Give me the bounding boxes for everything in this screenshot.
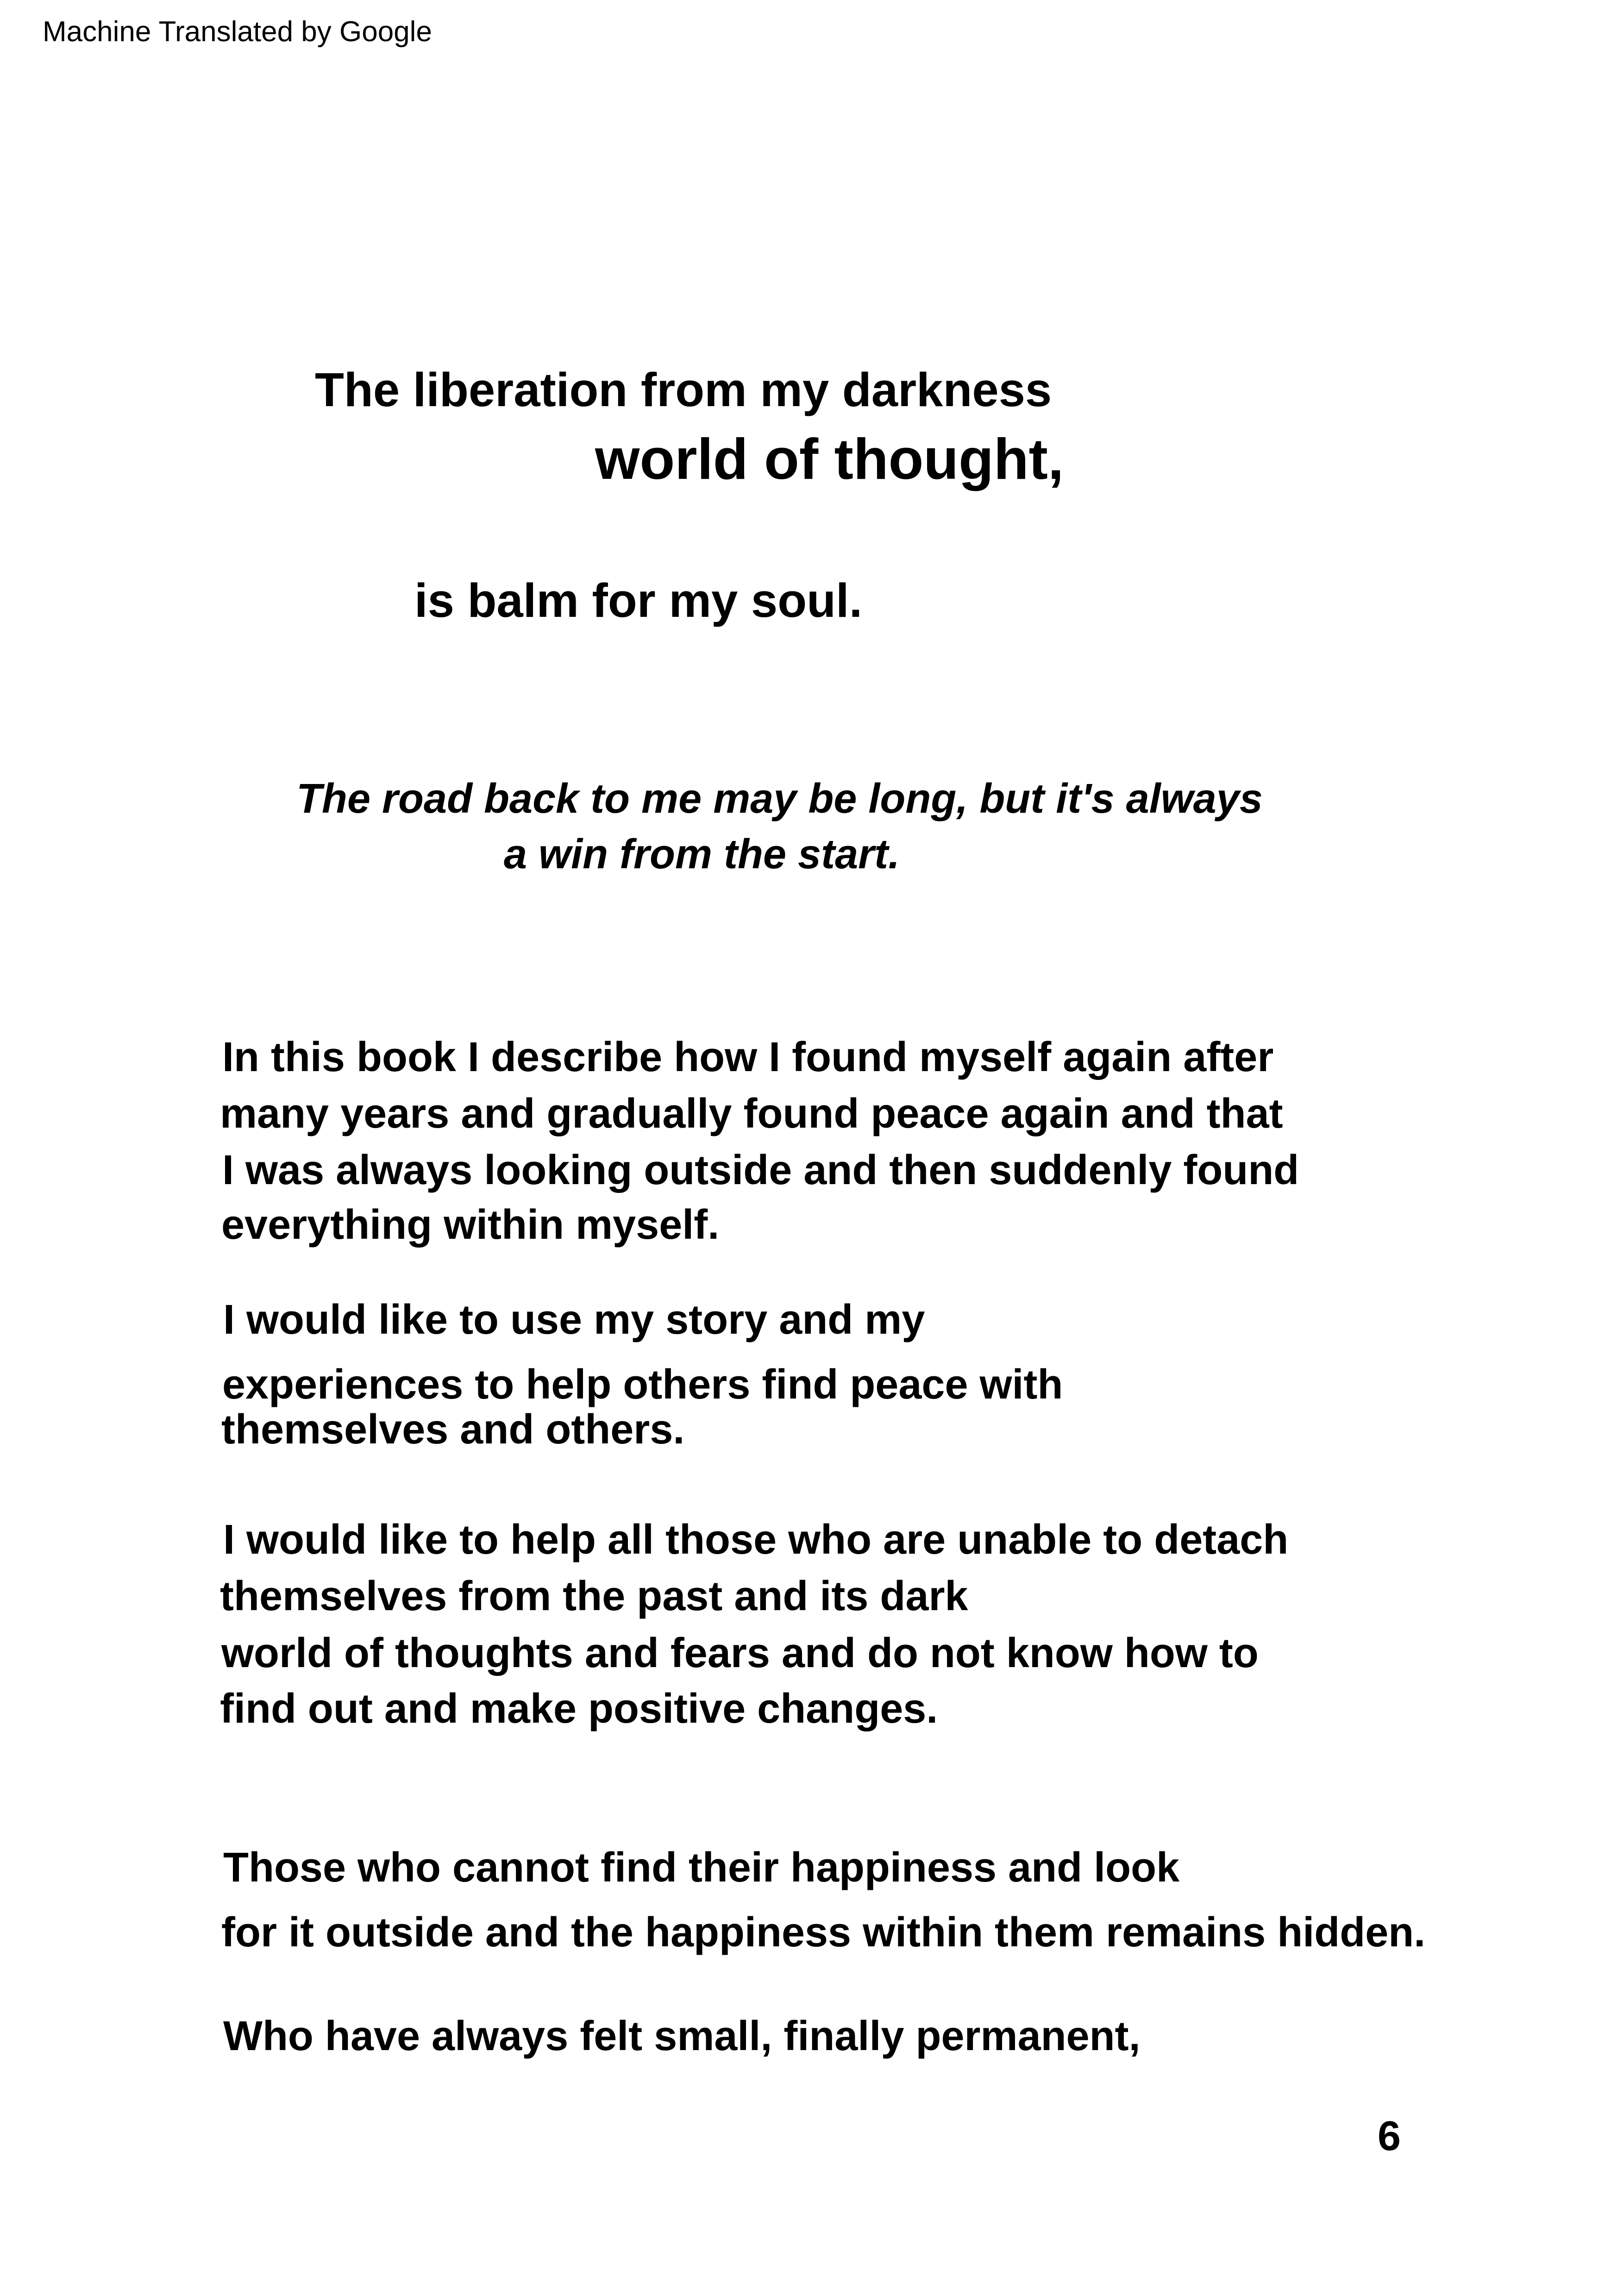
paragraph-line: I was always looking outside and then suddenly found bbox=[222, 1147, 1299, 1193]
paragraph-line: Those who cannot find their happiness and look bbox=[223, 1844, 1180, 1891]
paragraph-line: I would like to use my story and my bbox=[223, 1297, 925, 1343]
paragraph-line: for it outside and the happiness within them remains hidden. bbox=[221, 1909, 1426, 1956]
page-number: 6 bbox=[1378, 2113, 1401, 2159]
paragraph-line: I would like to help all those who are unable to detach bbox=[223, 1517, 1289, 1563]
heading-line-1: The liberation from my darkness bbox=[315, 363, 1052, 416]
paragraph-line: many years and gradually found peace again and that bbox=[220, 1091, 1283, 1137]
paragraph-line: experiences to help others find peace with bbox=[222, 1361, 1063, 1408]
paragraph-line: In this book I describe how I found myself again after bbox=[222, 1034, 1274, 1080]
heading-line-2: world of thought, bbox=[595, 427, 1064, 491]
paragraph-line: find out and make positive changes. bbox=[220, 1686, 938, 1732]
heading-line-3: is balm for my soul. bbox=[414, 574, 863, 627]
paragraph-line: themselves and others. bbox=[221, 1406, 685, 1453]
quote-line-2: a win from the start. bbox=[504, 831, 900, 878]
paragraph-line: everything within myself. bbox=[221, 1202, 720, 1248]
translation-note: Machine Translated by Google bbox=[43, 16, 432, 48]
paragraph-line: themselves from the past and its dark bbox=[220, 1573, 968, 1619]
paragraph-line: world of thoughts and fears and do not know how to bbox=[221, 1630, 1259, 1676]
paragraph-line: Who have always felt small, finally permanent, bbox=[223, 2013, 1141, 2059]
quote-line-1: The road back to me may be long, but it's always bbox=[296, 776, 1263, 822]
